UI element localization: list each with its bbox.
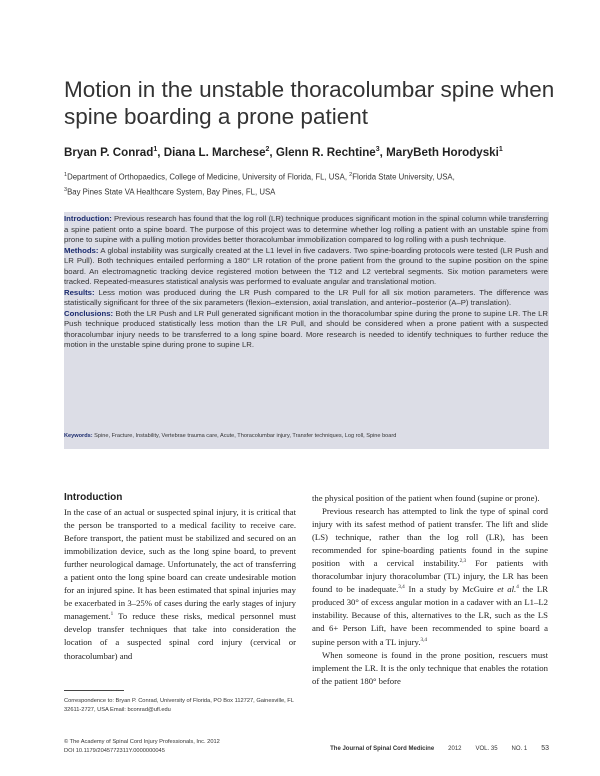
author-affiliation-mark: 3 xyxy=(375,146,380,154)
correspondence-note: Correspondence to: Bryan P. Conrad, University of Florida, PO Box 112727, Gainesville, FL 32611-2727, USA Email: bconrad@ufl.edu xyxy=(64,698,294,713)
author-name: Bryan P. Conrad xyxy=(64,146,154,159)
author-name: MaryBeth Horodyski xyxy=(386,146,499,159)
citation-ref: 1 xyxy=(110,611,114,618)
text-run: In a study by McGuire xyxy=(404,584,498,595)
journal-name: The Journal of Spinal Cord Medicine xyxy=(330,746,435,752)
affiliation-text: Florida State University, USA, xyxy=(352,172,455,182)
abstract-heading: Results: xyxy=(64,287,95,297)
doi-line: DOI 10.1179/2045772311Y.0000000045 xyxy=(64,747,165,754)
text-run: To reduce these risks, medical personnel must develop transfer techniques that take into consideration the location of a suspected spinal cord injury (cervical or thoracolumbar) and xyxy=(64,611,296,661)
text-run: Previous research has attempted to link the type of spinal cord injury with its safest method of patient transfer. The lift and slide (LS) technique, rather than the log roll (LR), has been recommended for spine-boarding patients found in the supine position with a cervical instability. xyxy=(312,506,548,569)
paper-title: Motion in the unstable thoracolumbar spine when spine boarding a prone patient xyxy=(64,77,555,129)
abstract xyxy=(64,214,548,351)
abstract-conclusions xyxy=(64,309,548,351)
author-name: Diana L. Marchese xyxy=(163,146,266,159)
paragraph xyxy=(64,506,296,663)
abstract-heading: Introduction: xyxy=(64,214,112,223)
citation-ref: 3,4 xyxy=(398,584,405,591)
citation-ref: 2,3 xyxy=(459,558,467,565)
body-column-right xyxy=(312,492,548,688)
abstract-heading: Methods: xyxy=(64,245,99,255)
author-affiliation-mark: 1 xyxy=(498,146,503,154)
footer-left xyxy=(64,738,220,755)
abstract-methods xyxy=(64,246,548,288)
footnote-rule xyxy=(64,690,124,691)
abstract-results xyxy=(64,288,548,309)
author-list: Bryan P. Conrad$^1$, Diana L. Marchese$^2$, Glenn R. Rechtine$^3$, MaryBeth Horodyski$^1$ xyxy=(64,146,503,159)
body-column-left xyxy=(64,506,296,663)
paragraph xyxy=(312,649,548,688)
author-name: Glenn R. Rechtine xyxy=(275,146,376,159)
affiliation-number: 1 xyxy=(64,172,68,178)
italic-text: et al. xyxy=(497,584,517,595)
paragraph xyxy=(312,505,548,649)
affiliation-text: Bay Pines State VA Healthcare System, Bay Pines, FL, USA xyxy=(67,187,276,197)
abstract-introduction xyxy=(64,214,548,246)
affiliation-text: Department of Orthopaedics, College of Medicine, University of Florida, FL, USA, xyxy=(67,172,350,182)
footer-issue: NO. 1 xyxy=(511,746,528,752)
text-run: the physical position of the patient when found (supine or prone). xyxy=(312,493,540,503)
citation-ref: 3,4 xyxy=(420,636,427,643)
author-affiliation-mark: 2 xyxy=(265,146,270,154)
section-heading-introduction: Introduction xyxy=(64,492,123,503)
paragraph xyxy=(312,492,548,505)
footer-volume: VOL. 35 xyxy=(475,746,498,752)
keywords xyxy=(64,433,549,439)
keywords-label: Keywords: xyxy=(64,433,93,439)
text-run: In the case of an actual or suspected spinal injury, it is critical that the person be transported to a medical facility to receive care. Before transport, the patient must be stabilized and secured on an immobilization device, such as the long spine board, to prevent further neurological damage. Unfortunately, the act of transferring a patient onto the long spine board can create undesirable motion for an injured spine. It has been estimated that spinal injuries may be exacerbated in 3–25% of cases during the early stages of injury management. xyxy=(64,507,296,622)
affiliations xyxy=(64,169,549,198)
abstract-heading: Conclusions: xyxy=(64,308,114,318)
abstract-text: Both the LR Push and LR Pull generated significant motion in the thoracolumbar spine during the prone to supine LR. The LR Push technique produced statistically less motion than the LR Pull, and should be considered when a prone patient with a suspected thoracolumbar injury needs to be transferred to a long spine board. More research is needed to identify techniques to further reduce the motion in the unstable spine during prone to supine LR. xyxy=(64,308,548,349)
abstract-text: A global instability was surgically created at the L1 level in five cadavers. Two spine-boarding protocols were tested (LR Push and LR Pull). Both techniques entailed performing a 180° LR rotation of the prone patient from the ground to the supine position on the spine board. An electromagnetic tracking device registered motion between the T12 and L2 vertebral segments. Six motion parameters were tracked. Repeated-measures statistical analysis was performed to evaluate angular and translational motion. xyxy=(64,245,548,286)
text-run: When someone is found in the prone position, rescuers must implement the LR. It is the only technique that enables the rotation of the patient 180° before xyxy=(312,649,548,686)
text-run: For patients with thoracolumbar injury thoracolumbar (TL) injury, the LR has been found to be inadequate. xyxy=(312,558,548,595)
copyright-line: © The Academy of Spinal Cord Injury Professionals, Inc. 2012 xyxy=(64,739,220,745)
keywords-text: Spine, Fracture, Instability, Vertebrae trauma care, Acute, Thoracolumbar injury, Transfer techniques, Log roll, Spine board xyxy=(92,433,397,439)
abstract-text: Less motion was produced during the LR Push compared to the LR Pull for all six motion parameters. The difference was statistically significant for three of the six parameters (flexion–extension, axial translation, and anterior–posterior (A–P) translation). xyxy=(64,287,548,307)
footer-right xyxy=(330,745,549,754)
footer-year: 2012 xyxy=(448,746,462,752)
text-run: the LR produced 30° of excess angular motion in a cadaver with an L1–L2 instability. Because of this, alternatives to the LR, such as the LS and 6+ Person Lift, have been recommended to spine board a supine person with a TL injury. xyxy=(312,584,548,647)
affiliation-number: 2 xyxy=(349,172,353,178)
author-affiliation-mark: 1 xyxy=(153,146,158,154)
citation-ref: 4 xyxy=(516,584,519,591)
abstract-text: Previous research has found that the log roll (LR) technique produces significant motion in the spinal column while transferring a spine patient onto a spine board. The purpose of this project was to determine whether log rolling a patient with an unstable spine from prone to supine with a pulling motion provides better thoracolumbar immobilization compared to log rolling with a push technique. xyxy=(64,214,548,244)
page-number: 53 xyxy=(541,745,549,752)
affiliation-number: 3 xyxy=(64,186,68,193)
